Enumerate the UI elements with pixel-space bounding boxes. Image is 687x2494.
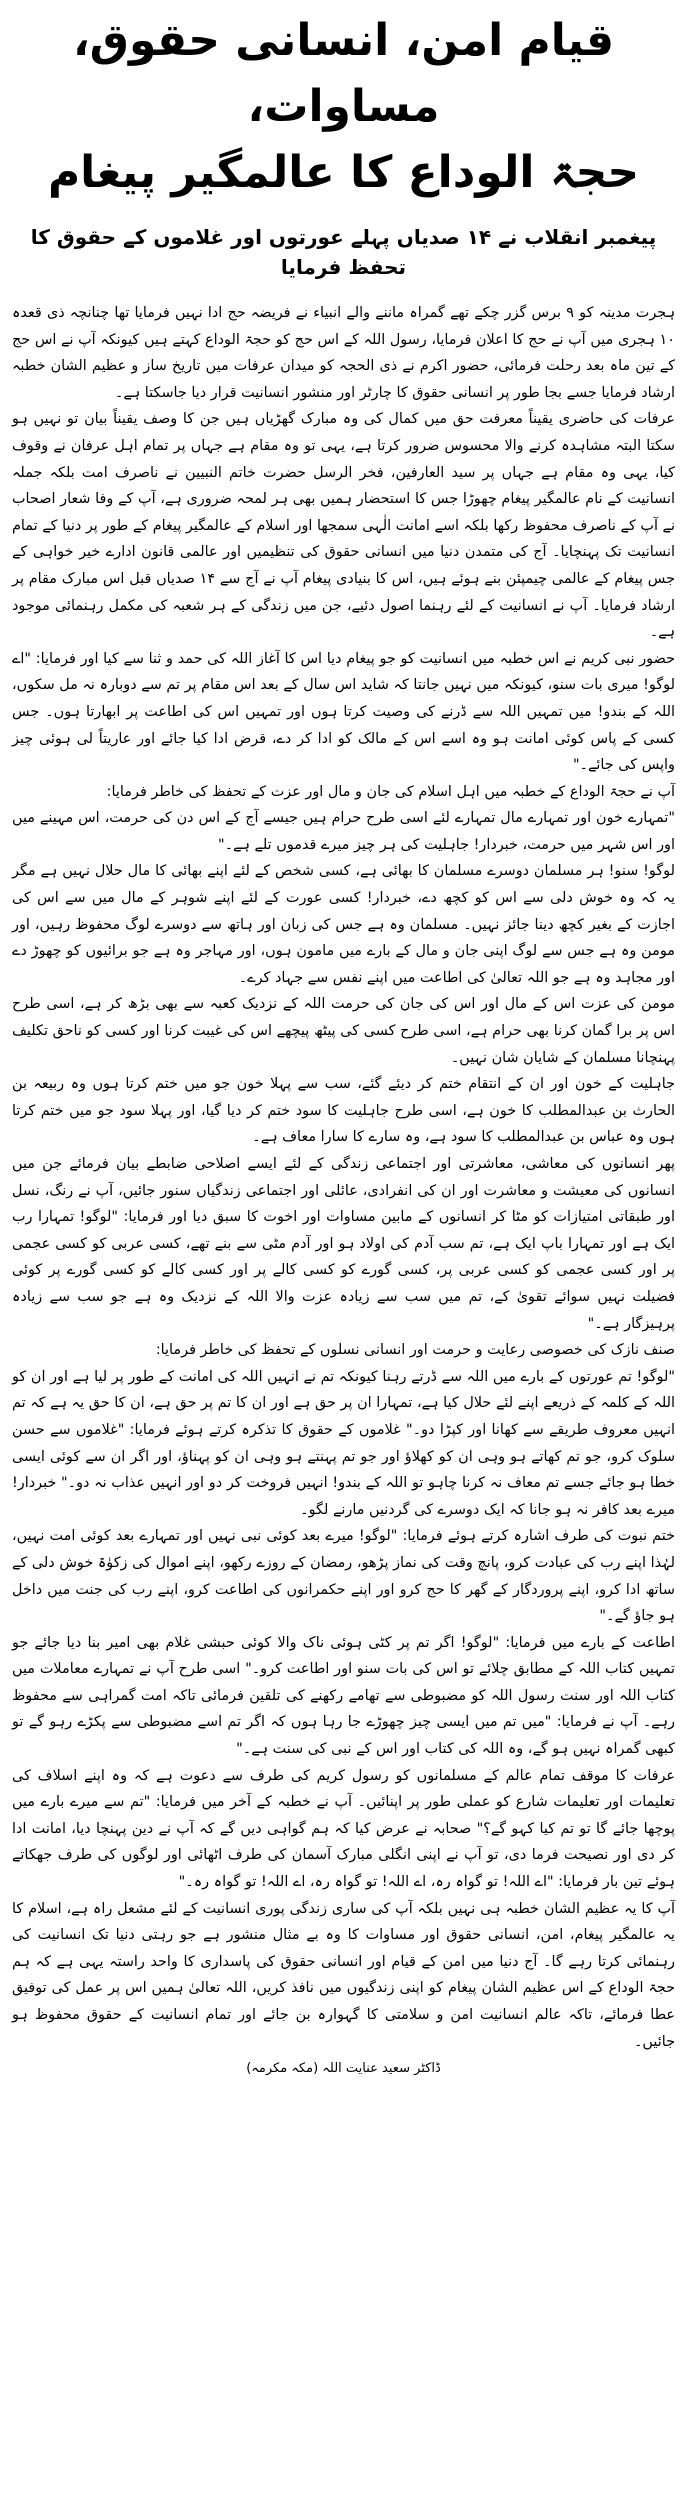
body-paragraph: "لوگو! تم عورتوں کے بارے میں اللہ سے ڈرتے رہنا کیونکہ تم نے انہیں اللہ کی امانت کے طور پر لیا ہے اور ان کو اللہ کے کلمہ کے ذریعے اپنے لئے حلال کیا ہے، تمہارا ان پر حق ہے اور ان کا تم پر حق ہے، ان کا حق یہ ہے کہ تم انہیں معروف طریقے سے کھانا اور کپڑا دو۔" غلاموں کے حقوق کا تذکرہ کرتے ہوئے فرمایا: "غلاموں سے حسن سلوک کرو، جو تم کھاتے ہو وہی ان کو کھلاؤ اور جو تم پہنتے ہو وہی ان کو پہناؤ، اور اگر ان سے کوئی ایسی خطا ہو جائے جسے تم معاف نہ کرنا چاہو تو اللہ کے بندو! انہیں فروخت کر دو اور انہیں عذاب نہ دو۔" خبردار! میرے بعد کافر نہ ہو جانا کہ ایک دوسرے کی گردنیں مارنے لگو۔ (12, 1368, 675, 1518)
body-paragraph: پھر انسانوں کی معاشی، معاشرتی اور اجتماعی زندگی کے لئے ایسے اصلاحی ضابطے بیان فرمائے جن میں انسانوں کی معیشت و معاشرت اور ان کی انفرادی، عائلی اور اجتماعی زندگیاں سنور جائیں، آپ نے رنگ، نسل اور طبقاتی امتیازات کو مٹا کر انسانوں کے مابین مساوات اور اخوت کا سبق دیا اور فرمایا: "لوگو! تمہارا رب ایک ہے اور تمہارا باپ ایک ہے، تم سب آدم کی اولاد ہو اور آدم مٹی سے بنے تھے، کسی عربی کو کسی عجمی پر اور کسی عجمی کو کسی عربی پر، کسی گورے کو کسی کالے پر اور کسی کالے کو کسی گورے پر کوئی فضیلت نہیں سوائے تقویٰ کے، تم میں سب سے زیادہ عزت والا اللہ کے نزدیک وہ ہے جو سب سے زیادہ پرہیزگار ہے۔" (12, 1156, 675, 1332)
body-paragraph: جاہلیت کے خون اور ان کے انتقام ختم کر دیئے گئے، سب سے پہلا خون جو میں ختم کرتا ہوں وہ ربیعہ بن الحارث بن عبدالمطلب کا خون ہے، اسی طرح جاہلیت کا سود ختم کر دیا گیا، اور پہلا سود جو میں ختم کرتا ہوں وہ عباس بن عبدالمطلب کا سود ہے، وہ سارے کا سارا معاف ہے۔ (12, 1076, 675, 1146)
body-paragraph: مومن کی عزت اس کے مال اور اس کی جان کی حرمت اللہ کے نزدیک کعبہ سے بھی بڑھ کر ہے، اسی طرح اس پر برا گمان کرنا بھی حرام ہے، اسی طرح کسی کی پیٹھ پیچھے اس کی غیبت کرنا اور کسی کو ناحق تکلیف پہنچانا مسلمان کے شایان شان نہیں۔ (12, 996, 675, 1066)
body-paragraph: آپ کا یہ عظیم الشان خطبہ ہی نہیں بلکہ آپ کی ساری زندگی پوری انسانیت کے لئے مشعل راہ ہے، اسلام کا یہ عالمگیر پیغام، امن، انسانی حقوق اور مساوات کا وہ بے مثال منشور ہے جو رہتی دنیا تک انسانیت کی رہنمائی کرتا رہے گا۔ آج دنیا میں امن کے قیام اور انسانی حقوق کی پاسداری کا واحد راستہ یہی ہے کہ ہم حجۃ الوداع کے اس عظیم الشان پیغام کو اپنی زندگیوں میں نافذ کریں، اللہ تعالیٰ ہمیں اس پر عمل کی توفیق عطا فرمائے، تاکہ عالم انسانیت امن و سلامتی کا گہوارہ بن جائے اور تمام انسانیت کے حقوق محفوظ ہو جائیں۔ (12, 1900, 675, 2050)
author-byline: ڈاکٹر سعید عنایت اللہ (مکہ مکرمہ) (246, 2061, 441, 2077)
article-subheadline: پیغمبر انقلاب نے ۱۴ صدیاں پہلے عورتوں اور غلاموں کے حقوق کا تحفظ فرمایا (30, 225, 657, 279)
body-paragraph: عرفات کا موقف تمام عالم کے مسلمانوں کو رسول کریم کی طرف سے دعوت ہے کہ وہ اپنے اسلاف کی تعلیمات اور تعلیمات شارع کو عملی طور پر اپنائیں۔ آپ نے خطبہ کے آخر میں فرمایا: "تم سے میرے بارے میں پوچھا جائے گا تو تم کیا کہو گے؟" صحابہ نے عرض کیا کہ ہم گواہی دیں گے کہ آپ نے دین پہنچا دیا، امانت ادا کر دی اور نصیحت فرما دی، تو آپ نے اپنی انگلی مبارک آسمان کی طرف اٹھائی اور لوگوں کی طرف جھکاتے ہوئے تین بار فرمایا: "اے اللہ! تو گواہ رہ، اے اللہ! تو گواہ رہ، اے اللہ! تو گواہ رہ۔" (12, 1767, 675, 1891)
body-paragraph: حضور نبی کریم نے اس خطبہ میں انسانیت کو جو پیغام دیا اس کا آغاز اللہ کی حمد و ثنا سے کیا اور فرمایا: "اے لوگو! میری بات سنو، کیونکہ میں نہیں جانتا کہ شاید اس سال کے بعد اس مقام پر تم سے دوبارہ نہ مل سکوں، اللہ کے بندو! میں تمہیں اللہ سے ڈرنے کی وصیت کرتا ہوں اور تمہیں اس کی اطاعت پر ابھارتا ہوں۔ جس کسی کے پاس کوئی امانت ہو وہ اسے اس کے مالک کو ادا کر دے، قرض ادا کیا جائے اور عاریتاً لی ہوئی چیز واپس کی جائے۔" (12, 650, 675, 774)
headline-line-1: قیام امن، انسانی حقوق، مساوات، (72, 15, 615, 132)
body-paragraph: ہجرت مدینہ کو ۹ برس گزر چکے تھے گمراہ ماننے والے انبیاء نے فریضہ حج ادا نہیں فرمایا تھا چنانچہ ذی قعدہ ۱۰ ہجری میں آپ نے حج کا اعلان فرمایا، رسول اللہ کے اس حج کو حجۃ الوداع کہتے ہیں کیونکہ آپ نے اس حج کے تین ماہ بعد رحلت فرمائی، حضور اکرم نے ذی الحجہ کو میدان عرفات میں تاریخ ساز و عظیم الشان خطبہ ارشاد فرمایا جسے بجا طور پر انسانی حقوق کا چارٹر اور منشور انسانیت قرار دیا جاسکتا ہے۔ (12, 305, 675, 401)
headline-line-2: حجۃ الوداع کا عالمگیر پیغام (47, 147, 640, 198)
body-paragraph: آپ نے حجۃ الوداع کے خطبہ میں اہل اسلام کی جان و مال اور عزت کے تحفظ کی خاطر فرمایا: (106, 783, 675, 800)
body-paragraph: لوگو! سنو! ہر مسلمان دوسرے مسلمان کا بھائی ہے، کسی شخص کے لئے اپنے بھائی کا مال حلال نہیں ہے مگر یہ کہ وہ خوش دلی سے اس کو کچھ دے، خبردار! کسی عورت کے لئے اپنے شوہر کے مال میں سے اس کی اجازت کے بغیر کچھ دینا جائز نہیں۔ مسلمان وہ ہے جس کی زبان اور ہاتھ سے دوسرے لوگ محفوظ رہیں، اور مومن وہ ہے جس سے لوگ اپنی جان و مال کے بارے میں مامون ہوں، اور مہاجر وہ ہے جو برائیوں کو چھوڑ دے اور مجاہد وہ ہے جو اللہ تعالیٰ کی اطاعت میں اپنے نفس سے جہاد کرے۔ (12, 863, 675, 986)
body-paragraph: اطاعت کے بارے میں فرمایا: "لوگو! اگر تم پر کٹی ہوئی ناک والا کوئی حبشی غلام بھی امیر بنا دیا جائے جو تمہیں کتاب اللہ کے مطابق چلائے تو اس کی بات سنو اور اطاعت کرو۔" اسی طرح آپ نے تمہارے معاملات میں کتاب اللہ اور سنت رسول اللہ کو مضبوطی سے تھامے رکھنے کی تلقین فرمائی تاکہ امت گمراہی سے محفوظ رہے۔ آپ نے فرمایا: "میں تم میں ایسی چیز چھوڑے جا رہا ہوں کہ اگر تم اسے مضبوطی سے پکڑے رہو گے تو کبھی گمراہ نہیں ہو گے، وہ اللہ کی کتاب اور اس کے نبی کی سنت ہے۔" (12, 1634, 675, 1758)
body-paragraph: عرفات کی حاضری یقیناً معرفت حق میں کمال کی وہ مبارک گھڑیاں ہیں جن کا وصف یقیناً بیان تو نہیں ہو سکتا البتہ مشاہدہ کرنے والا محسوس ضرور کرتا ہے، یہی تو وہ مقام ہے جہاں پر تمام اہل عرفان نے وقوف کیا، یہی وہ مقام ہے جہاں پر سید العارفین، فخر الرسل حضرت خاتم النبیین نے ناصرف امت بلکہ جملہ انسانیت کے نام عالمگیر پیغام چھوڑا جس کا استحضار ہمیں بھی ہر لمحہ ضروری ہے، آپ کے وفا شعار اصحاب نے آپ کے ناصرف محفوظ رکھا بلکہ اسے امانت الٰہی سمجھا اور اسلام کے عالمگیر پیغام کے طور پر دنیا کے تمام انسانیت تک پہنچایا۔ آج کی متمدن دنیا میں انسانی حقوق کی تنظیمیں اور عالمی قانون ادارے خیر خواہی کے جس پیغام کے عالمی چیمپئن بنے ہوئے ہیں، اس کا بنیادی پیغام آپ نے آج سے ۱۴ صدیاں قبل اس مبارک مقام پر ارشاد فرمایا۔ آپ نے انسانیت کے لئے رہنما اصول دئیے، جن میں زندگی کے ہر شعبہ کی مکمل رہنمائی موجود ہے۔ (12, 411, 675, 641)
body-paragraph: ختم نبوت کی طرف اشارہ کرتے ہوئے فرمایا: "لوگو! میرے بعد کوئی نبی نہیں اور تمہارے بعد کوئی امت نہیں، لہٰذا اپنے رب کی عبادت کرو، پانچ وقت کی نماز پڑھو، رمضان کے روزے رکھو، اپنے اموال کی زکوٰۃ خوش دلی کے ساتھ ادا کرو، اپنے پروردگار کے گھر کا حج کرو اور اپنے حکمرانوں کی اطاعت کرو، اپنے رب کی جنت میں داخل ہو جاؤ گے۔" (12, 1528, 675, 1625)
body-paragraph: صنف نازک کی خصوصی رعایت و حرمت اور انسانی نسلوں کے تحفظ کی خاطر فرمایا: (155, 1342, 675, 1359)
article-body (12, 300, 675, 2055)
article-headline (12, 8, 675, 206)
body-quote: "تمہارے خون اور تمہارے مال تمہارے لئے اسی طرح حرام ہیں جیسے آج کے اس دن کی حرمت، اس مہینے میں اور اس شہر میں حرمت، خبردار! جاہلیت کی ہر چیز میرے قدموں تلے ہے۔" (12, 810, 675, 853)
